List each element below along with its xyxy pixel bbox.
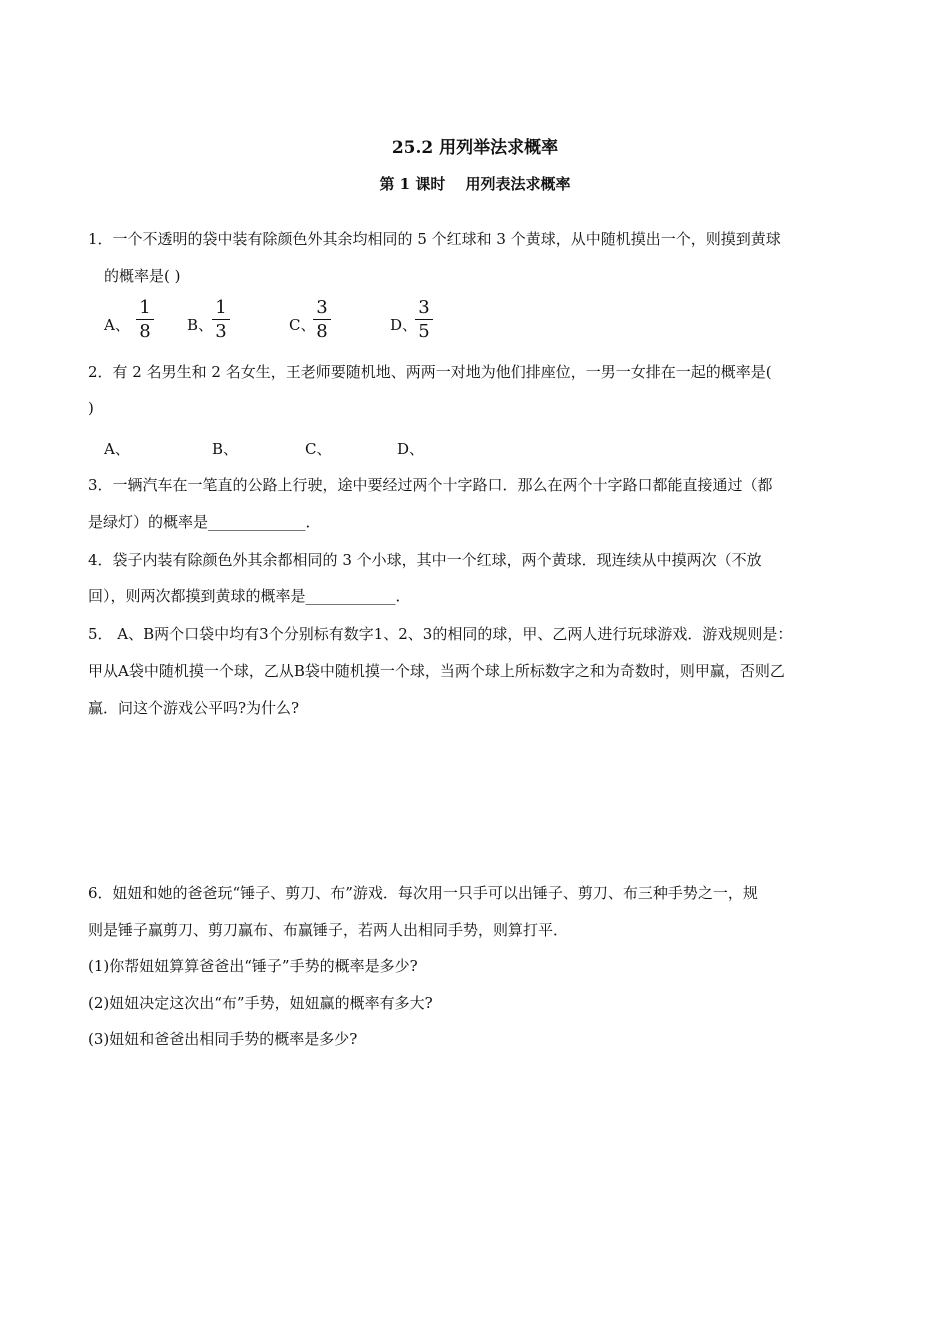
- q1-option-a-numerator: 1: [139, 297, 151, 318]
- q6-line1: 6．妞妞和她的爸爸玩“锤子、剪刀、布”游戏．每次用一只手可以出锤子、剪刀、布三种手势之一，规: [88, 884, 758, 902]
- q1-line1: 1．一个不透明的袋中装有除颜色外其余均相同的 5 个红球和 3 个黄球，从中随机摸出一个，则摸到黄球: [88, 230, 781, 248]
- q1-option-c-numerator: 3: [316, 297, 328, 318]
- q2-option-c: C、: [305, 440, 332, 458]
- q2-line2: ): [88, 399, 94, 417]
- q6-line2: 则是锤子赢剪刀、剪刀赢布、布赢锤子，若两人出相同手势，则算打平．: [88, 921, 569, 939]
- q4-line2: 回），则两次都摸到黄球的概率是____________．: [88, 587, 411, 605]
- q5-line1: 5． A、B两个口袋中均有3个分别标有数字1、2、3的相同的球，甲、乙两人进行玩球游戏．游戏规则是：: [88, 625, 793, 643]
- q4-line1: 4．袋子内装有除颜色外其余都相同的 3 个小球，其中一个红球，两个黄球．现连续从中摸两次（不放: [88, 551, 762, 569]
- q5-line2: 甲从A袋中随机摸一个球，乙从B袋中随机摸一个球，当两个球上所标数字之和为奇数时，则甲赢，否则乙: [88, 662, 785, 680]
- q6-sub3: (3)妞妞和爸爸出相同手势的概率是多少?: [88, 1030, 358, 1048]
- q1-option-b-numerator: 1: [215, 297, 227, 318]
- q1-option-c-label: C、: [289, 316, 316, 334]
- q1-option-d-denominator: 5: [418, 321, 430, 342]
- q6-sub2: (2)妞妞决定这次出“布”手势，妞妞赢的概率有多大?: [88, 994, 433, 1012]
- q1-option-a-fraction: [134, 298, 156, 342]
- q2-option-a: A、: [104, 440, 130, 458]
- q1-option-d-fraction: [413, 298, 435, 342]
- fraction-bar: [415, 319, 433, 320]
- q2-option-b: B、: [212, 440, 239, 458]
- q2-line1: 2．有 2 名男生和 2 名女生，王老师要随机地、两两一对地为他们排座位，一男一女排在一起的概率是(: [88, 363, 772, 381]
- q6-sub1: (1)你帮妞妞算算爸爸出“锤子”手势的概率是多少?: [88, 957, 418, 975]
- q1-option-c-fraction: [311, 298, 333, 342]
- fraction-bar: [313, 319, 331, 320]
- fraction-bar: [212, 319, 230, 320]
- q1-option-a-denominator: 8: [139, 321, 151, 342]
- q5-line3: 赢．问这个游戏公平吗?为什么?: [88, 699, 300, 717]
- q1-option-a-label: A、: [104, 316, 130, 334]
- q1-option-b-fraction: [210, 298, 232, 342]
- q1-option-d-label: D、: [390, 316, 418, 334]
- q3-line1: 3．一辆汽车在一笔直的公路上行驶，途中要经过两个十字路口．那么在两个十字路口都能直接通过（都: [88, 476, 773, 494]
- page-subtitle: 第 1 课时 用列表法求概率: [379, 175, 571, 193]
- q3-line2: 是绿灯）的概率是_____________．: [88, 513, 321, 531]
- q1-option-c-denominator: 8: [316, 321, 328, 342]
- page-title: 25.2 用列举法求概率: [391, 138, 559, 158]
- q1-option-b-label: B、: [187, 316, 214, 334]
- q1-line2: 的概率是( ): [104, 267, 181, 285]
- q1-option-b-denominator: 3: [215, 321, 227, 342]
- fraction-bar: [136, 319, 154, 320]
- q1-option-d-numerator: 3: [418, 297, 430, 318]
- q2-option-d: D、: [397, 440, 425, 458]
